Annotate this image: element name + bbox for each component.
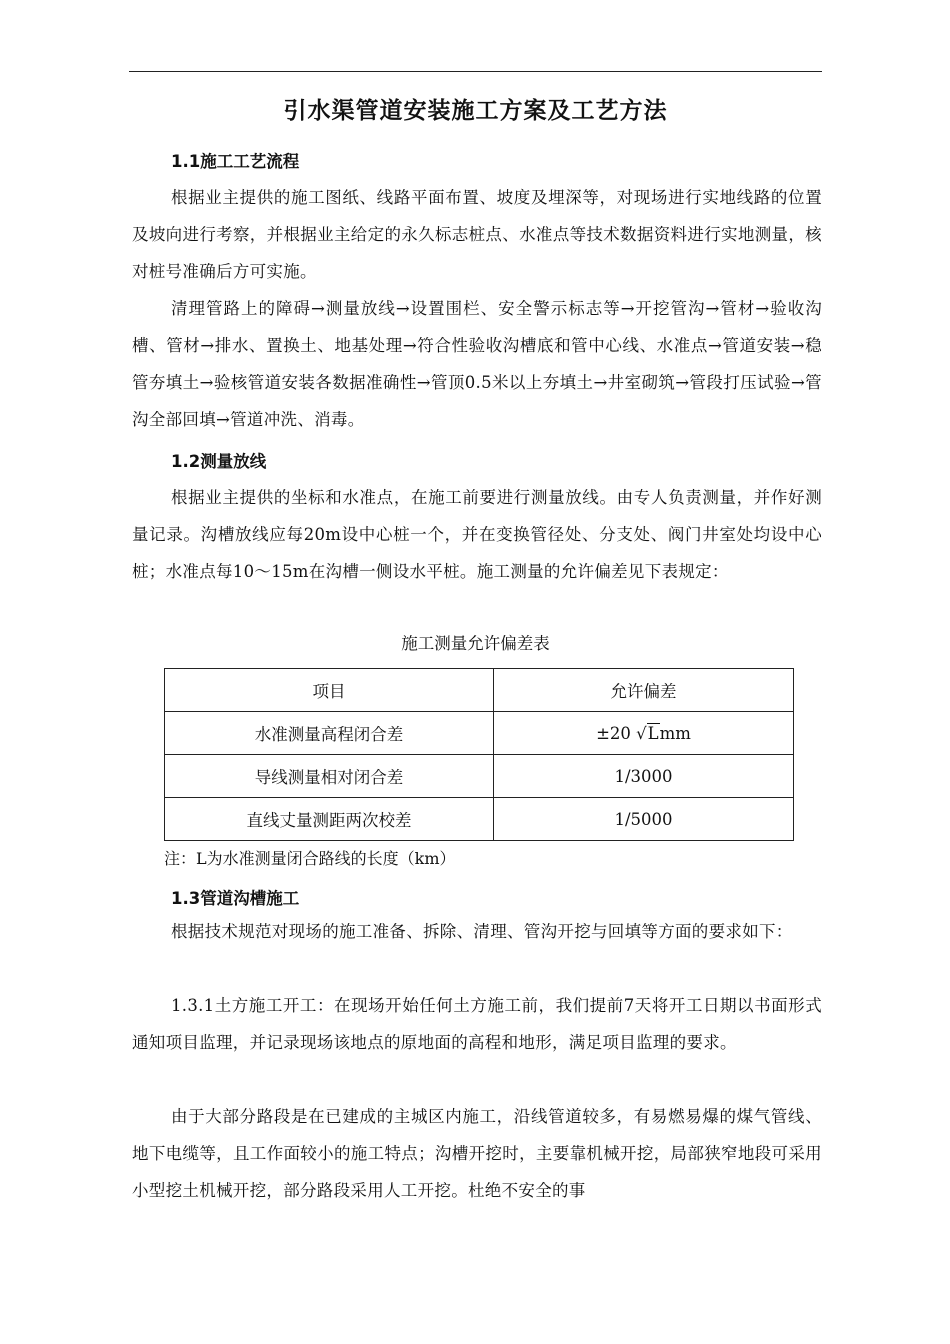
paragraph: 根据业主提供的施工图纸、线路平面布置、坡度及埋深等，对现场进行实地线路的位置及坡向进行考察，并根据业主给定的永久标志桩点、水准点等技术数据资料进行实地测量，核对桩号准确后方可实施。: [132, 188, 822, 281]
radical-expression: [636, 724, 659, 743]
tolerance-unit: mm: [659, 723, 691, 743]
table-header-cell: 项目: [165, 669, 494, 712]
table-note: 注：L为水准测量闭合路线的长度（km）: [164, 849, 456, 868]
tolerance-table: [164, 668, 794, 841]
paragraph: 1.3.1土方施工开工：在现场开始任何土方施工前，我们提前7天将开工日期以书面形式通知项目监理，并记录现场该地点的原地面的高程和地形，满足项目监理的要求。: [132, 996, 822, 1052]
radicand: L: [647, 723, 659, 743]
table-cell: 水准测量高程闭合差: [165, 712, 494, 755]
paragraph: 由于大部分路段是在已建成的主城区内施工，沿线管道较多，有易燃易爆的煤气管线、地下电缆等，且工作面较小的施工特点；沟槽开挖时，主要靠机械开挖，局部狭窄地段可采用小型挖土机械开挖，部分路段采用人工开挖。杜绝不安全的事: [132, 1107, 822, 1200]
table-row: [165, 798, 794, 841]
table-row: [165, 712, 794, 755]
table-row: [165, 755, 794, 798]
section-heading-1-1: 1.1施工工艺流程: [171, 152, 300, 171]
table-cell: 直线丈量测距两次校差: [165, 798, 494, 841]
table-cell: 1/3000: [494, 755, 794, 798]
header-rule: [129, 71, 822, 72]
table-header-row: [165, 669, 794, 712]
table-cell: 1/5000: [494, 798, 794, 841]
table-caption: 施工测量允许偏差表: [401, 634, 550, 653]
section-heading-1-3: 1.3管道沟槽施工: [171, 889, 300, 908]
tolerance-value: ±20: [596, 723, 631, 743]
radical-sign: √: [636, 723, 647, 743]
section-heading-1-2: 1.2测量放线: [171, 452, 267, 471]
table-cell-formula: [494, 712, 794, 755]
page-title: 引水渠管道安装施工方案及工艺方法: [283, 98, 668, 124]
table-cell: 导线测量相对闭合差: [165, 755, 494, 798]
paragraph: 根据业主提供的坐标和水准点，在施工前要进行测量放线。由专人负责测量，并作好测量记录。沟槽放线应每20m设中心桩一个，并在变换管径处、分支处、阀门井室处均设中心桩；水准点每10～15m在沟槽一侧设水平桩。施工测量的允许偏差见下表规定：: [132, 488, 822, 581]
paragraph: 根据技术规范对现场的施工准备、拆除、清理、管沟开挖与回填等方面的要求如下：: [171, 922, 793, 941]
table-header-cell: 允许偏差: [494, 669, 794, 712]
paragraph: 清理管路上的障碍→测量放线→设置围栏、安全警示标志等→开挖管沟→管材→验收沟槽、管材→排水、置换土、地基处理→符合性验收沟槽底和管中心线、水准点→管道安装→稳管夯填土→验核管道安装各数据准确性→管顶0.5米以上夯填土→井室砌筑→管段打压试验→管沟全部回填→管道冲洗、消毒。: [132, 299, 822, 429]
